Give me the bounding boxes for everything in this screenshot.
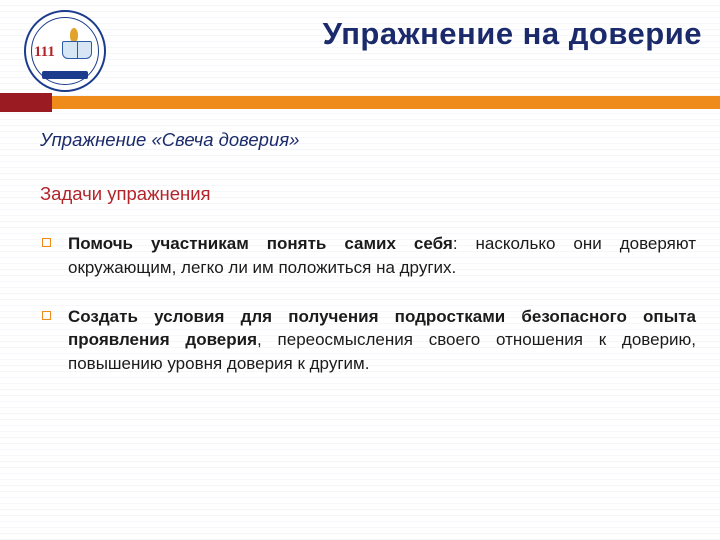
school-emblem-icon — [24, 10, 106, 92]
page-title: Упражнение на доверие — [322, 16, 702, 51]
list-item — [40, 305, 696, 375]
list-item-text: : насколько они доверяют окружающим, легко ли им положиться на других. — [68, 234, 696, 277]
header-divider-orange — [0, 96, 720, 109]
list-item-text: , переосмысления своего отношения к доверию, повышению уровня доверия к другим. — [68, 330, 697, 373]
square-bullet-icon — [42, 311, 51, 320]
emblem-flame-icon — [70, 28, 78, 42]
slide-header — [0, 0, 720, 110]
exercise-name: Упражнение «Свеча доверия» — [40, 129, 300, 150]
list-item-bold-text: Помочь участникам понять самих себя — [68, 234, 453, 254]
list-item-bold-text: Создать условия для получения подростками безопасного опыта проявления доверия — [68, 307, 696, 350]
section-heading: Задачи упражнения — [40, 183, 211, 205]
task-list — [40, 232, 696, 375]
slide-body — [40, 128, 696, 375]
header-divider-maroon — [0, 93, 52, 112]
square-bullet-icon — [42, 238, 51, 247]
emblem-banner — [42, 71, 88, 79]
emblem-book-icon — [62, 41, 92, 59]
emblem-number: 111 — [34, 44, 55, 60]
list-item — [40, 232, 696, 279]
